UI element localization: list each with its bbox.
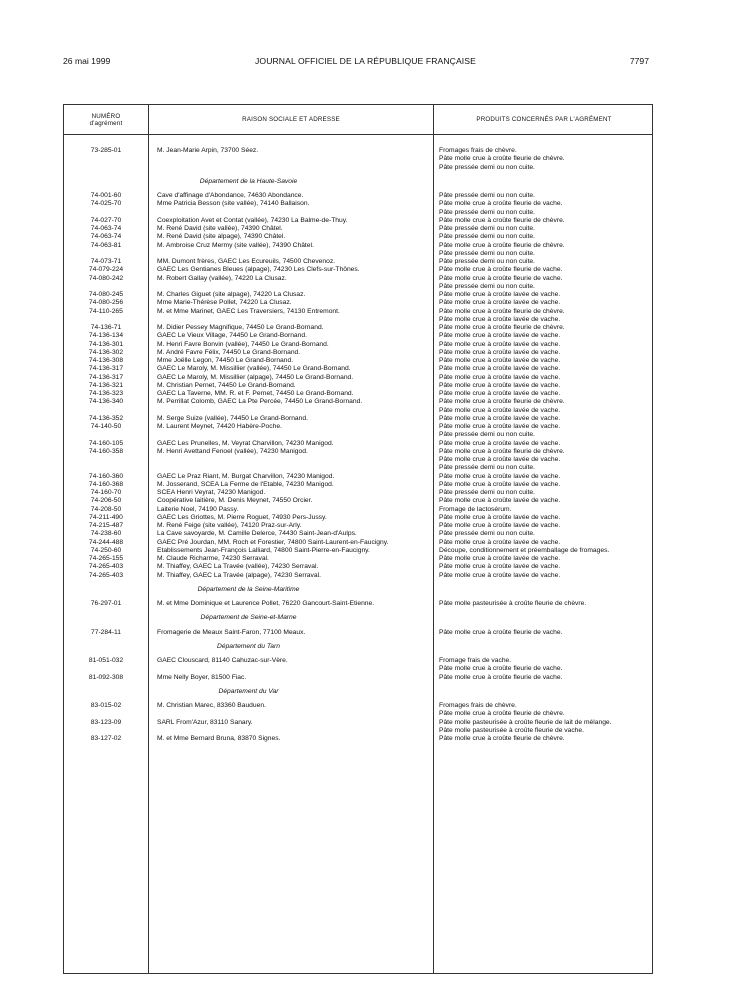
agrement-number: 74-136-317 (88, 373, 124, 381)
raison-sociale: GAEC Le Vieux Village, 74450 Le Grand-Bornand. (157, 332, 307, 340)
produit-line: Pâte molle pasteurisée à croûte fleurie de chèvre. (439, 600, 587, 607)
produit-line: Pâte molle crue à croûte lavée de vache. (439, 332, 561, 340)
produits-cell (433, 530, 654, 538)
agrement-number: 74-136-352 (88, 414, 124, 422)
produit-line: Pâte molle crue à croûte lavée de vache. (439, 571, 561, 579)
table-row (64, 448, 652, 473)
produit-line: Pâte molle crue à croûte fleurie de chèvre. (439, 398, 565, 406)
produits-cell (433, 497, 654, 505)
raison-sociale: SCEA Henri Veyrat, 74230 Manigod. (157, 489, 266, 496)
raison-sociale: M. Perrillat Colomb, GAEC La Pte Percée, 74450 Le Grand-Bornand. (157, 398, 363, 406)
agrement-number: 74-265-403 (88, 563, 124, 571)
table-row (64, 308, 652, 325)
produit-line: Pâte molle crue à croûte fleurie de chèvre. (439, 710, 565, 718)
produits-cell (433, 473, 654, 481)
table-row (64, 291, 652, 299)
produits-cell (433, 657, 654, 674)
produits-cell (433, 555, 654, 563)
table-row (64, 324, 652, 332)
table-row (64, 674, 652, 682)
table-row (64, 563, 652, 571)
raison-sociale: GAEC Le Maroly, M. Missillier (alpage), 74450 Le Grand-Bornand. (157, 373, 354, 381)
produits-cell (433, 390, 654, 398)
produits-cell (433, 341, 654, 349)
raison-sociale: Mme Nelly Boyer, 81500 Fiac. (157, 673, 247, 681)
header-title: JOURNAL OFFICIEL DE LA RÉPUBLIQUE FRANÇAISE (255, 56, 476, 66)
produits-cell (433, 735, 654, 743)
produit-line: Pâte molle crue à croûte lavée de vache. (439, 381, 561, 389)
produit-line: Pâte pressée demi ou non cuite. (439, 249, 535, 257)
agrement-number: 74-136-308 (88, 357, 124, 364)
table-row (64, 547, 652, 555)
produits-cell (433, 242, 654, 259)
raison-sociale: M. Christian Marec, 83360 Bauduen. (157, 702, 266, 709)
produit-line: Pâte pressée demi ou non cuite. (439, 233, 535, 241)
table-row (64, 233, 652, 241)
produits-cell (433, 572, 654, 580)
agrement-number: 74-063-74 (90, 225, 122, 232)
agrement-number: 83-015-02 (90, 702, 122, 709)
agrement-number: 74-265-155 (88, 555, 124, 562)
raison-sociale: GAEC Le Praz Riant, M. Burgat Charvillon, 74230 Manigod. (157, 472, 335, 480)
produit-line: Pâte pressée demi ou non cuite. (439, 431, 535, 439)
header-date: 26 mai 1999 (63, 56, 111, 66)
raison-sociale: M. Serge Suize (vallée), 74450 Le Grand-Bornand. (157, 414, 308, 422)
produits-cell (433, 448, 654, 473)
raison-sociale: Etablissements Jean-François Lalliard, 74800 Saint-Pierre-en-Faucigny. (157, 546, 370, 554)
produits-cell (433, 481, 654, 489)
agrement-number: 73-285-01 (90, 147, 122, 154)
produit-line: Pâte molle crue à croûte fleurie de vache. (439, 673, 563, 681)
raison-sociale: M. Josserand, SCEA La Ferme de l'Etable, 74230 Manigod. (157, 480, 334, 488)
produit-line: Fromage de lactosérum. (439, 505, 512, 513)
table-row (64, 530, 652, 538)
table-row (64, 192, 652, 200)
produit-line: Pâte molle crue à croûte lavée de vache. (439, 439, 561, 447)
raison-sociale: MM. Dumont frères, GAEC Les Ecureuils, 74500 Chevenoz. (157, 258, 336, 265)
raison-sociale: GAEC Les Gentianes Bleues (alpage), 74230 Les Clefs-sur-Thônes. (157, 266, 360, 274)
table-row (64, 702, 652, 719)
produits-cell (433, 382, 654, 390)
produits-cell (433, 506, 654, 514)
raison-sociale: Mme Marie-Thérèse Pollet, 74220 La Clusaz. (157, 299, 292, 307)
produit-line: Pâte molle crue à croûte fleurie de chèvre. (439, 216, 565, 224)
raison-sociale: GAEC La Taverne, MM. R. et F. Pernet, 74450 Le Grand-Bornand. (157, 390, 354, 397)
raison-sociale: GAEC Pré Jourdan, MM. Roch et Forestier, 74800 Saint-Laurent-en-Faucigny. (157, 538, 389, 546)
table-row (64, 349, 652, 357)
column-header-numero (64, 105, 148, 134)
produits-cell (433, 719, 654, 736)
agrement-number: 74-160-360 (88, 472, 124, 480)
produit-line: Pâte pressée demi ou non cuite. (439, 208, 535, 216)
agrement-number: 74-063-81 (90, 241, 122, 249)
department-heading: Département du Tarn (217, 642, 280, 650)
raison-sociale: M. Thiaffey, GAEC La Travée (alpage), 74230 Serraval. (157, 571, 321, 579)
table-row (64, 522, 652, 530)
agrement-number: 74-136-301 (88, 340, 124, 348)
produit-line: Pâte molle crue à croûte fleurie de vache. (439, 266, 563, 274)
column-header-raison: RAISON SOCIALE ET ADRESSE (242, 116, 340, 123)
raison-sociale: Cave d'affinage d'Abondance, 74630 Abondance. (157, 192, 304, 199)
agrement-number: 76-297-01 (90, 600, 122, 607)
raison-sociale: GAEC Le Maroly, M. Missillier (vallée), 74450 Le Grand-Bornand. (157, 365, 351, 373)
table-row (64, 415, 652, 423)
raison-sociale: M. Claude Richarme, 74230 Serraval. (157, 555, 269, 562)
produit-line: Pâte molle crue à croûte lavée de vache. (439, 563, 561, 571)
agrement-number: 74-001-60 (90, 192, 122, 199)
produit-line: Pâte molle crue à croûte lavée de vache. (439, 497, 561, 505)
table-row (64, 382, 652, 390)
agrement-number: 74-244-488 (88, 538, 124, 546)
produits-cell (433, 629, 654, 637)
produit-line: Pâte molle crue à croûte lavée de vache. (439, 373, 561, 381)
department-heading: Département de la Haute-Savoie (199, 177, 298, 185)
table-row (64, 481, 652, 489)
column-header-numero-line2: d'agrément (89, 119, 123, 127)
agrement-number: 74-136-340 (88, 398, 124, 406)
produit-line: Pâte pressée demi ou non cuite. (439, 489, 535, 496)
produits-cell (433, 200, 654, 217)
agrement-number: 74-027-70 (90, 216, 122, 224)
produits-cell (433, 514, 654, 522)
produits-cell (433, 539, 654, 547)
produit-line: Pâte molle crue à croûte lavée de vache. (439, 340, 561, 348)
produit-line: Pâte molle crue à croûte lavée de vache. (439, 365, 561, 373)
produit-line: Pâte molle crue à croûte lavée de vache. (439, 414, 561, 422)
raison-sociale: M. Robert Gallay (vallée), 74220 La Clusaz. (157, 274, 287, 282)
produit-line: Pâte molle crue à croûte fleurie de chèvre. (439, 324, 565, 331)
table-row (64, 506, 652, 514)
produit-line: Pâte molle crue à croûte fleurie de vache. (439, 628, 563, 636)
raison-sociale: GAEC Les Prunelles, M. Veyrat Charvillon, 74230 Manigod. (157, 439, 334, 447)
produit-line: Pâte molle crue à croûte lavée de vache. (439, 456, 561, 463)
agrement-number: 74-136-323 (88, 390, 124, 397)
produits-cell (433, 308, 654, 325)
produit-line: Pâte molle crue à croûte lavée de vache. (439, 538, 561, 546)
agrement-table (63, 104, 653, 974)
raison-sociale: Fromagerie de Meaux Saint-Faron, 77100 Meaux. (157, 628, 306, 636)
produits-cell (433, 600, 654, 608)
produit-line: Pâte molle crue à croûte lavée de vache. (439, 480, 561, 488)
agrement-number: 74-160-105 (88, 439, 124, 447)
produit-line: Pâte molle crue à croûte lavée de vache. (439, 522, 561, 529)
raison-sociale: M. Jean-Marie Arpin, 73700 Séez. (157, 147, 259, 154)
produits-cell (433, 291, 654, 299)
agrement-number: 74-136-317 (88, 365, 124, 373)
department-heading: Département de Seine-et-Marne (200, 614, 297, 622)
produit-line: Pâte pressée demi ou non cuite. (439, 225, 535, 232)
produits-cell (433, 489, 654, 497)
produit-line: Pâte molle crue à croûte fleurie de chèvre. (439, 307, 565, 315)
produits-cell (433, 147, 654, 172)
agrement-number: 74-211-490 (89, 513, 123, 521)
produits-cell (433, 299, 654, 307)
table-row (64, 365, 652, 373)
raison-sociale: M. André Favre Félix, 74450 Le Grand-Bornand. (157, 348, 301, 356)
table-row (64, 147, 652, 172)
produits-cell (433, 258, 654, 266)
produits-cell (433, 266, 654, 274)
raison-sociale: M. Ambroise Cruz Mermy (site vallée), 74390 Châtel. (157, 241, 314, 249)
agrement-number: 74-080-256 (88, 299, 124, 307)
agrement-number: 74-025-70 (90, 200, 122, 208)
agrement-number: 74-250-60 (90, 546, 122, 554)
raison-sociale: M. René David (site vallée), 74390 Châtel. (157, 225, 283, 232)
agrement-number: 74-080-242 (88, 274, 124, 282)
raison-sociale: GAEC Clouscard, 81140 Cahuzac-sur-Vère. (157, 657, 288, 664)
produit-line: Fromage frais de vache. (439, 657, 512, 664)
table-row (64, 275, 652, 292)
produit-line: Pâte molle pasteurisée à croûte fleurie de vache. (439, 726, 584, 734)
produit-line: Pâte molle crue à croûte lavée de vache. (439, 513, 561, 521)
raison-sociale: SARL From'Azur, 83110 Sanary. (157, 718, 253, 726)
produits-cell (433, 423, 654, 440)
table-row (64, 497, 652, 505)
produit-line: Pâte molle crue à croûte fleurie de chèvre. (439, 735, 565, 742)
table-row (64, 735, 652, 743)
raison-sociale: Mme Patricia Besson (site vallée), 74140 Ballaison. (157, 200, 310, 208)
produits-cell (433, 275, 654, 292)
department-heading: Département de la Seine-Maritime (197, 585, 300, 593)
agrement-number: 83-127-02 (90, 735, 122, 742)
table-row (64, 332, 652, 340)
raison-sociale: M. René David (site alpage), 74390 Châtel. (157, 233, 286, 241)
agrement-number: 74-265-403 (88, 571, 124, 579)
produits-cell (433, 332, 654, 340)
produit-line: Pâte pressée demi ou non cuite. (439, 530, 535, 538)
table-row (64, 440, 652, 448)
produit-line: Pâte molle crue à croûte fleurie de chèvre. (439, 155, 565, 163)
raison-sociale: M. et Mme Dominique et Laurence Pollet, 76220 Gancourt-Saint-Etienne. (157, 600, 375, 607)
agrement-number: 74-140-50 (90, 423, 122, 430)
produits-cell (433, 674, 654, 682)
raison-sociale: Mme Joëlle Legon, 74450 Le Grand-Bornand. (157, 357, 294, 364)
produits-cell (433, 522, 654, 530)
produit-line: Fromages frais de chèvre. (439, 147, 517, 154)
agrement-number: 74-160-70 (90, 489, 122, 496)
page-number: 7797 (629, 56, 649, 66)
produits-cell (433, 365, 654, 373)
raison-sociale: Coexploitation Avet et Contat (vallée), 74230 La Balme-de-Thuy. (157, 216, 348, 224)
table-row (64, 572, 652, 580)
column-header-numero-line1: NUMÉRO (91, 112, 121, 120)
table-row (64, 266, 652, 274)
produits-cell (433, 547, 654, 555)
raison-sociale: Coopérative laitière, M. Denis Meynet, 74550 Orcier. (157, 497, 313, 505)
agrement-number: 74-206-50 (90, 497, 122, 505)
table-row (64, 398, 652, 415)
agrement-number: 74-160-368 (88, 480, 124, 488)
produit-line: Pâte pressée demi ou non cuite. (439, 258, 535, 265)
table-row (64, 539, 652, 547)
raison-sociale: M. Didier Pessey Magnifique, 74450 Le Grand-Bornand. (157, 324, 324, 331)
produits-cell (433, 398, 654, 415)
produits-cell (433, 563, 654, 571)
raison-sociale: M. Laurent Meynet, 74420 Habère-Poche. (157, 423, 282, 430)
table-row (64, 657, 652, 674)
raison-sociale: M. et Mme Marinet, GAEC Les Traversiers, 74130 Entremont. (157, 307, 340, 315)
table-row (64, 200, 652, 217)
raison-sociale: M. Charles Giguet (site alpage), 74220 La Clusaz. (157, 291, 306, 298)
agrement-number: 74-238-60 (90, 530, 122, 538)
table-row (64, 341, 652, 349)
raison-sociale: GAEC Les Griottes, M. Pierre Roguet, 74930 Pers-Jussy. (157, 513, 327, 521)
table-row (64, 357, 652, 365)
raison-sociale: M. Christian Pernet, 74450 Le Grand-Bornand. (157, 381, 296, 389)
produit-line: Pâte molle pasteurisée à croûte fleurie de lait de mélange. (439, 718, 612, 726)
produits-cell (433, 217, 654, 225)
table-row (64, 217, 652, 225)
raison-sociale: La Cave savoyarde, M. Camille Delerce, 74430 Saint-Jean-d'Aulps. (157, 530, 357, 538)
produit-line: Pâte molle crue à croûte lavée de vache. (439, 423, 561, 430)
table-row (64, 390, 652, 398)
produit-line: Pâte molle crue à croûte fleurie de vache. (439, 665, 563, 673)
agrement-number: 74-110-265 (89, 307, 123, 315)
agrement-number: 81-092-308 (88, 673, 124, 681)
agrement-number: 74-208-50 (90, 505, 122, 513)
table-row (64, 473, 652, 481)
produit-line: Pâte molle crue à croûte fleurie de chèvre. (439, 241, 565, 249)
produits-cell (433, 415, 654, 423)
produits-cell (433, 324, 654, 332)
header-divider (64, 134, 652, 135)
produit-line: Pâte pressée demi ou non cuite. (439, 163, 535, 171)
agrement-number: 74-063-74 (90, 233, 122, 241)
agrement-number: 74-079-224 (88, 266, 124, 274)
agrement-number: 77-284-11 (91, 628, 121, 636)
raison-sociale: M. Thiaffey, GAEC La Travée (vallée), 74230 Serraval. (157, 563, 319, 571)
produit-line: Pâte molle crue à croûte fleurie de vache. (439, 200, 563, 208)
table-row (64, 225, 652, 233)
table-row (64, 489, 652, 497)
produit-line: Pâte molle crue à croûte lavée de vache. (439, 555, 561, 562)
table-row (64, 299, 652, 307)
produit-line: Pâte molle crue à croûte lavée de vache. (439, 291, 561, 298)
produit-line: Pâte molle crue à croûte lavée de vache. (439, 315, 561, 323)
table-row (64, 514, 652, 522)
produit-line: Fromages frais de chèvre. (439, 702, 517, 709)
agrement-number: 74-136-71 (90, 324, 122, 331)
produits-cell (433, 357, 654, 365)
agrement-number: 74-080-245 (88, 291, 124, 298)
produits-cell (433, 374, 654, 382)
column-header-produits: PRODUITS CONCERNÉS PAR L'AGRÉMENT (476, 116, 612, 123)
produit-line: Pâte molle crue à croûte fleurie de vache. (439, 274, 563, 282)
produit-line: Pâte molle crue à croûte lavée de vache. (439, 472, 561, 480)
produits-cell (433, 702, 654, 719)
produits-cell (433, 225, 654, 233)
raison-sociale: M. Henri Avettand Fenoel (vallée), 74230 Manigod. (157, 447, 308, 455)
agrement-number: 74-215-487 (88, 522, 124, 529)
produits-cell (433, 349, 654, 357)
produit-line: Pâte pressée demi ou non cuite. (439, 464, 535, 472)
produits-cell (433, 192, 654, 200)
department-heading: Département du Var (218, 687, 279, 695)
raison-sociale: Laiterie Noel, 74190 Passy. (157, 505, 239, 513)
table-row (64, 242, 652, 259)
agrement-number: 74-160-358 (88, 447, 124, 455)
produit-line: Pâte molle crue à croûte fleurie de chèvre. (439, 447, 565, 455)
agrement-number: 74-136-134 (88, 332, 124, 340)
produit-line: Découpe, conditionnement et préemballage de fromages. (439, 546, 610, 554)
agrement-number: 81-051-032 (88, 657, 124, 664)
table-row (64, 629, 652, 637)
produit-line: Pâte molle crue à croûte lavée de vache. (439, 348, 561, 356)
produits-cell (433, 233, 654, 241)
agrement-number: 74-073-71 (90, 258, 122, 265)
table-row (64, 374, 652, 382)
table-row (64, 258, 652, 266)
raison-sociale: M. Henri Favre Bonvin (vallée), 74450 Le Grand-Bornand. (157, 340, 329, 348)
produit-line: Pâte pressée demi ou non cuite. (439, 282, 535, 290)
table-row (64, 555, 652, 563)
agrement-number: 74-136-321 (88, 381, 124, 389)
table-body (64, 147, 652, 743)
produits-cell (433, 440, 654, 448)
produit-line: Pâte molle crue à croûte lavée de vache. (439, 299, 561, 307)
produit-line: Pâte molle crue à croûte lavée de vache. (439, 357, 561, 364)
table-row (64, 600, 652, 608)
table-row (64, 423, 652, 440)
agrement-number: 83-123-09 (90, 718, 122, 726)
table-row (64, 719, 652, 736)
raison-sociale: M. et Mme Bernard Bruna, 83870 Signes. (157, 735, 281, 742)
raison-sociale: M. René Feige (site vallée), 74120 Praz-sur-Arly. (157, 522, 302, 529)
produit-line: Pâte molle crue à croûte lavée de vache. (439, 390, 561, 397)
agrement-number: 74-136-302 (88, 348, 124, 356)
produit-line: Pâte molle crue à croûte lavée de vache. (439, 406, 561, 414)
produit-line: Pâte pressée demi ou non cuite. (439, 192, 535, 199)
